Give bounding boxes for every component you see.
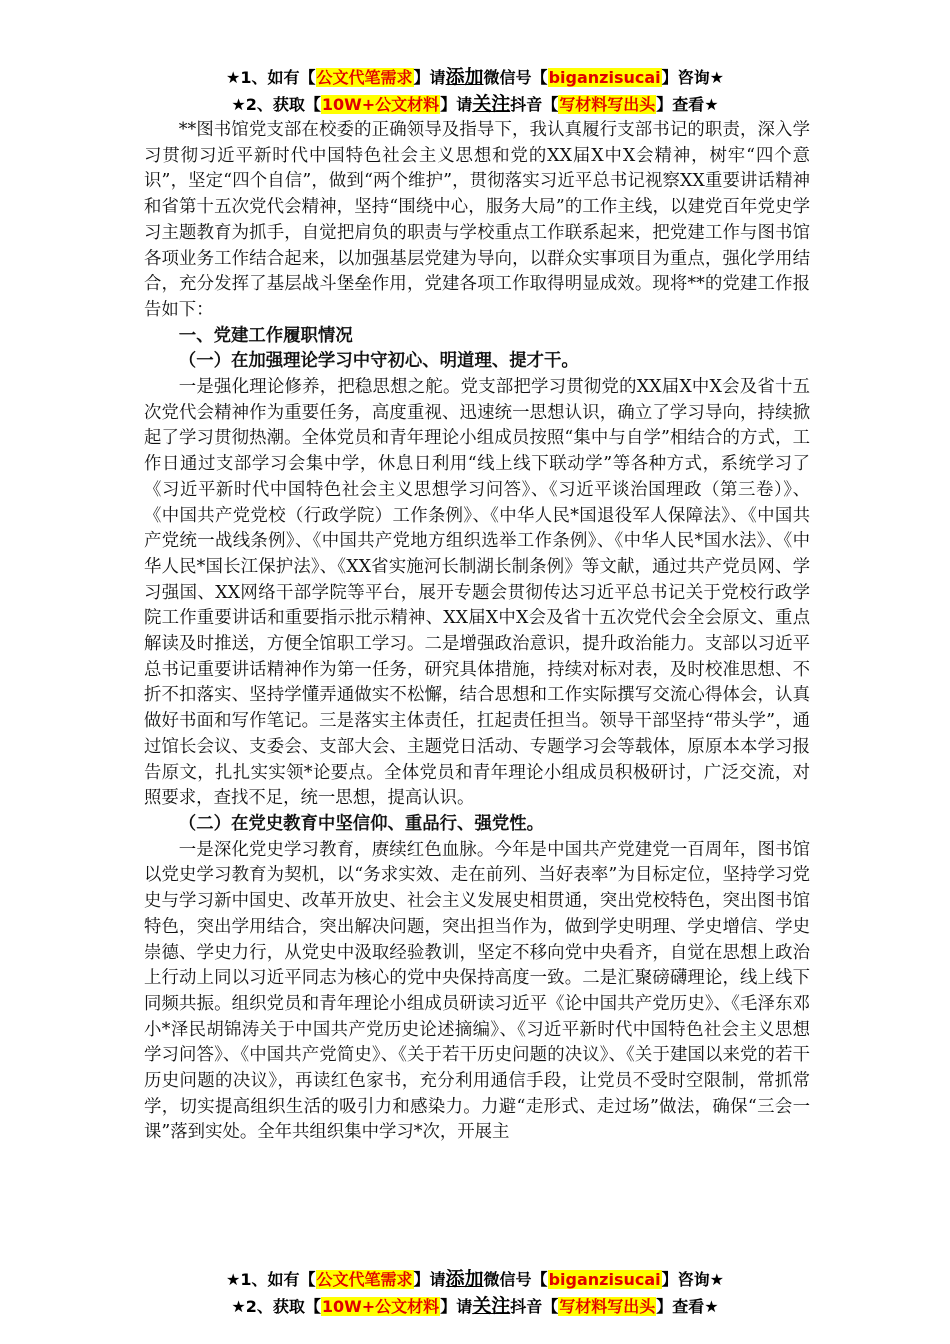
promo-text: ★2、获取【: [231, 95, 321, 114]
promo-banner-top: [0, 64, 950, 118]
promo-emphasis: 添加: [445, 66, 484, 88]
subsection-heading: （一）在加强理论学习中守初心、明道理、提才干。: [178, 351, 579, 372]
promo-emphasis: 添加: [445, 1268, 484, 1290]
section-heading: 一、党建工作履职情况: [178, 325, 353, 346]
promo-line-1: [0, 64, 950, 91]
promo-highlight: 写材料写出头: [559, 1297, 656, 1316]
promo-highlight: 10W+公文材料: [321, 95, 440, 114]
promo-emphasis: 关注: [472, 1295, 511, 1317]
promo-text: ★1、如有【: [226, 68, 316, 87]
promo-banner-bottom: [0, 1266, 950, 1320]
promo-text: 】请: [440, 1297, 473, 1316]
promo-text: ★2、获取【: [231, 1297, 321, 1316]
promo-text: 】咨询★: [661, 68, 724, 87]
promo-highlight: biganzisucai: [548, 68, 661, 87]
promo-text: 微信号【: [483, 68, 548, 87]
promo-text: 抖音【: [510, 1297, 559, 1316]
promo-line-2: [0, 91, 950, 118]
promo-text: 】请: [440, 95, 473, 114]
promo-highlight: 公文代笔需求: [316, 68, 413, 87]
promo-text: 】咨询★: [661, 1270, 724, 1289]
promo-line-2: [0, 1293, 950, 1320]
promo-highlight: 公文代笔需求: [316, 1270, 413, 1289]
promo-text: 】请: [413, 1270, 446, 1289]
promo-text: ★1、如有【: [226, 1270, 316, 1289]
promo-highlight: 10W+公文材料: [321, 1297, 440, 1316]
intro-paragraph: **图书馆党支部在校委的正确领导及指导下，我认真履行支部书记的职责，深入学习贯彻习近平新时代中国特色社会主义思想和党的XX届X中X会精神，树牢“四个意识”，坚定“四个自信”，做到“两个维护”，贯彻落实习近平总书记视察XX重要讲话精神和省第十五次党代会精神，坚持“围绕中心，服务大局”的工作主线，以建党百年党史学习主题教育为抓手，自觉把肩负的职责与学校重点工作联系起来，把党建工作与图书馆各项业务工作结合起来，以加强基层党建为导向，以群众实事项目为重点，强化学用结合，充分发挥了基层战斗堡垒作用，党建各项工作取得明显成效。现将**的党建工作报告如下：: [144, 120, 810, 320]
document-body: [144, 118, 810, 1146]
promo-text: 】查看★: [656, 1297, 719, 1316]
promo-text: 】查看★: [656, 95, 719, 114]
promo-highlight: biganzisucai: [548, 1270, 661, 1289]
promo-text: 抖音【: [510, 95, 559, 114]
promo-text: 】请: [413, 68, 446, 87]
promo-line-1: [0, 1266, 950, 1293]
promo-text: 微信号【: [483, 1270, 548, 1289]
body-paragraph: 一是深化党史学习教育，赓续红色血脉。今年是中国共产党建党一百周年，图书馆以党史学习教育为契机，以“务求实效、走在前列、当好表率”为目标定位，坚持学习党史与学习新中国史、改革开放史、社会主义发展史相贯通，突出党校特色，突出图书馆特色，突出学用结合，突出解决问题，突出担当作为，做到学史明理、学史增信、学史崇德、学史力行，从党史中汲取经验教训，坚定不移向党中央看齐，自觉在思想上政治上行动上同以习近平同志为核心的党中央保持高度一致。二是汇聚磅礴理论，线上线下同频共振。组织党员和青年理论小组成员研读习近平《论中国共产党历史》、《毛泽东邓小*泽民胡锦涛关于中国共产党历史论述摘编》、《习近平新时代中国特色社会主义思想学习问答》、《中国共产党简史》、《关于若干历史问题的决议》、《关于建国以来党的若干历史问题的决议》，再读红色家书，充分利用通信手段，让党员不受时空限制，常抓常学，切实提高组织生活的吸引力和感染力。力避“走形式、走过场”做法，确保“三会一课”落到实处。全年共组织集中学习*次，开展主: [144, 839, 810, 1143]
subsection-heading: （二）在党史教育中坚信仰、重品行、强党性。: [178, 813, 545, 834]
promo-highlight: 写材料写出头: [559, 95, 656, 114]
promo-emphasis: 关注: [472, 93, 511, 115]
body-paragraph: 一是强化理论修养，把稳思想之舵。党支部把学习贯彻党的XX届X中X会及省十五次党代会精神作为重要任务，高度重视、迅速统一思想认识，确立了学习导向，持续掀起了学习贯彻热潮。全体党员和青年理论小组成员按照“集中与自学”相结合的方式，工作日通过支部学习会集中学，休息日利用“线上线下联动学”等各种方式，系统学习了《习近平新时代中国特色社会主义思想学习问答》、《习近平谈治国理政（第三卷）》、《中国共产党党校（行政学院）工作条例》、《中华人民*国退役军人保障法》、《中国共产党统一战线条例》、《中国共产党地方组织选举工作条例》、《中华人民*国水法》、《中华人民*国长江保护法》、《XX省实施河长制湖长制条例》等文献，通过共产党员网、学习强国、XX网络干部学院等平台，展开专题会贯彻传达习近平总书记关于党校行政学院工作重要讲话和重要指示批示精神、XX届X中X会及省十五次党代会全会原文、重点解读及时推送，方便全馆职工学习。二是增强政治意识，提升政治能力。支部以习近平总书记重要讲话精神作为第一任务，研究具体措施，持续对标对表，及时校准思想、不折不扣落实、坚持学懂弄通做实不松懈，结合思想和工作实际撰写交流心得体会，认真做好书面和写作笔记。三是落实主体责任，扛起责任担当。领导干部坚持“带头学”，通过馆长会议、支委会、支部大会、主题党日活动、专题学习会等载体，原原本本学习报告原文，扎扎实实领*论要点。全体党员和青年理论小组成员积极研讨，广泛交流，对照要求，查找不足，统一思想，提高认识。: [144, 377, 810, 809]
